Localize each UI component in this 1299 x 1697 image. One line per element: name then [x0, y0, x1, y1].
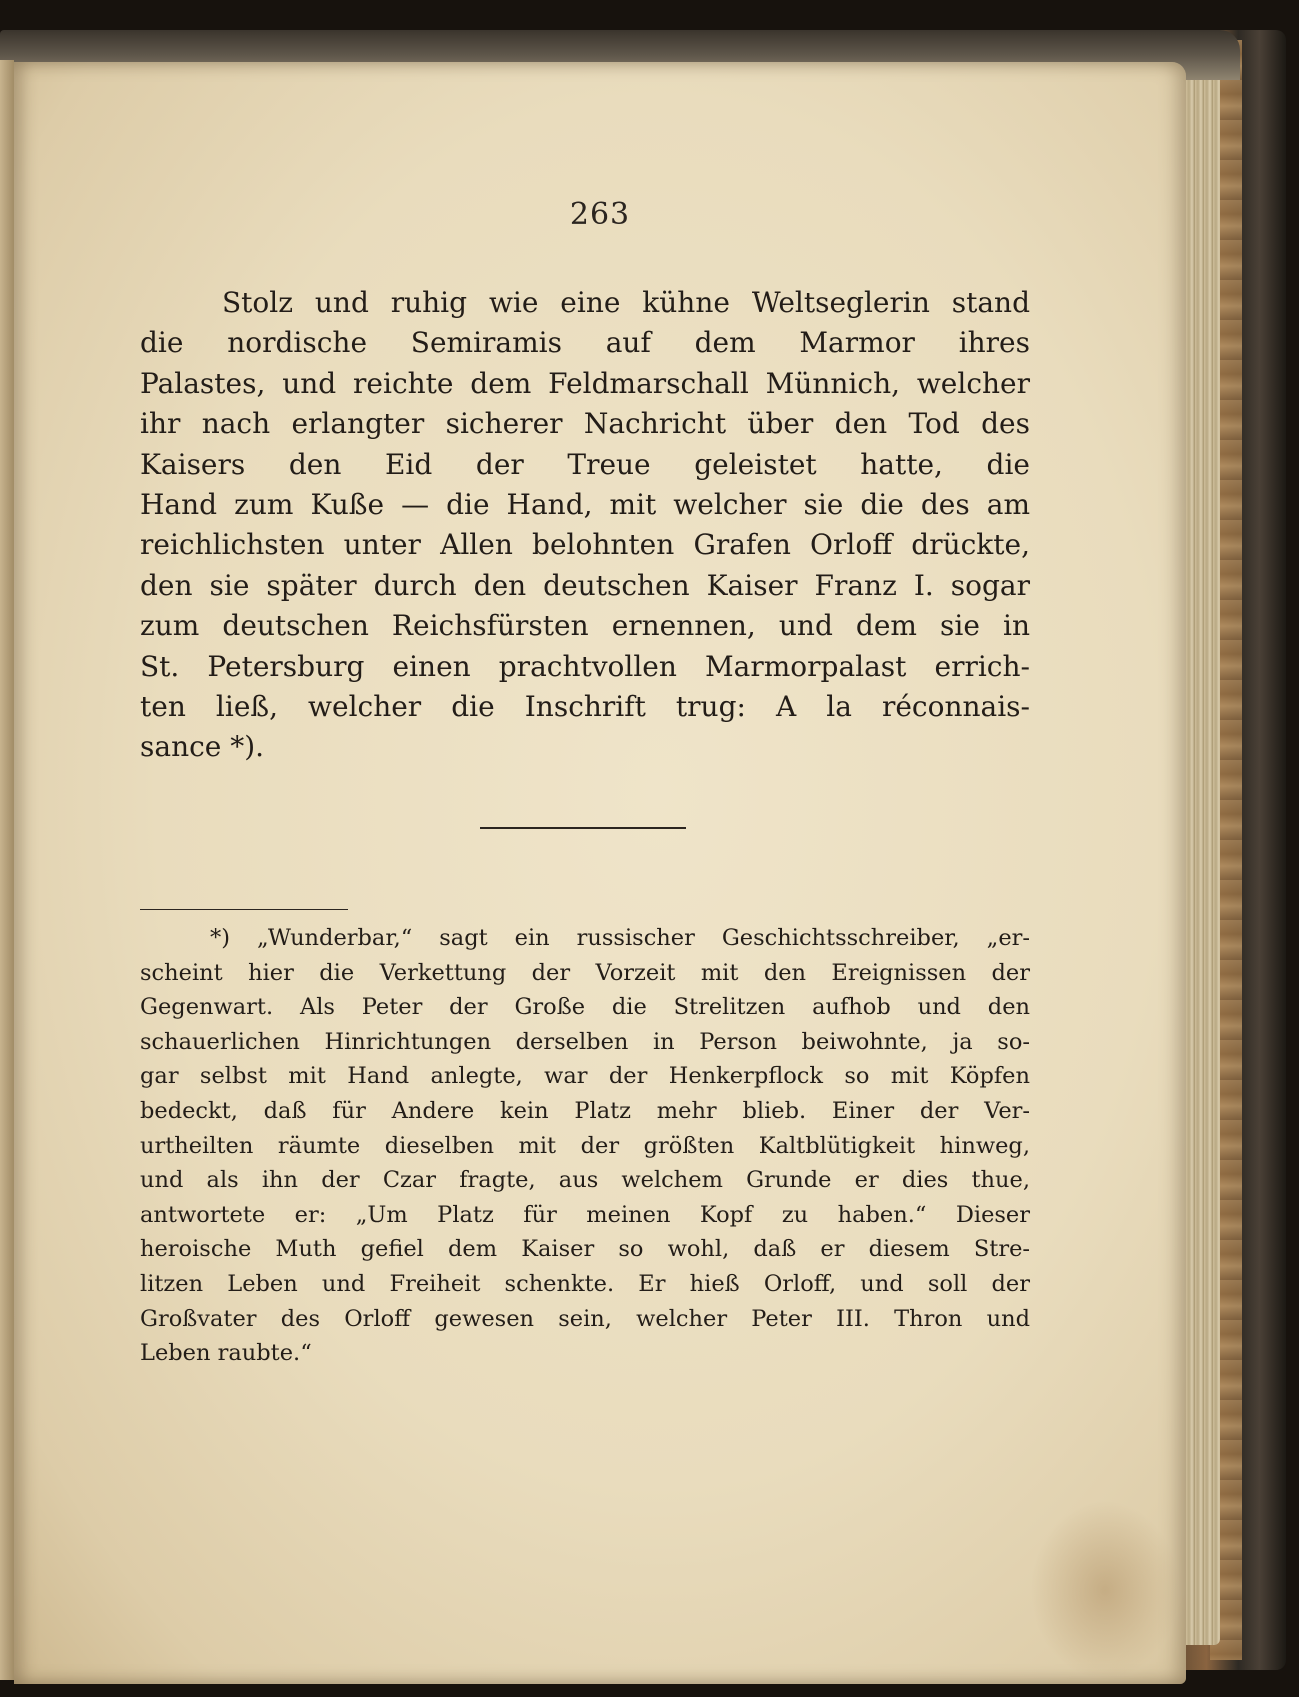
- body-line: Palastes, und reichte dem Feldmarschall Münnich, welcher: [140, 366, 1030, 400]
- body-line: sance *).: [140, 730, 265, 764]
- page-number: 263: [569, 197, 631, 232]
- body-line: ten ließ, welcher die Inschrift trug: A la réconnais-: [140, 689, 1030, 723]
- main-paragraph: [140, 283, 1030, 768]
- footnote-rule: [140, 909, 348, 910]
- footnote-line: heroische Muth gefiel dem Kaiser so wohl, daß er diesem Stre-: [140, 1236, 1030, 1263]
- footnote-line: Großvater des Orloff gewesen sein, welcher Peter III. Thron und: [140, 1305, 1030, 1332]
- footnote-line: urtheilten räumte dieselben mit der größten Kaltblütigkeit hinweg,: [140, 1132, 1030, 1159]
- body-line: Stolz und ruhig wie eine kühne Weltseglerin stand: [222, 286, 1030, 319]
- body-line: Kaisers den Eid der Treue geleistet hatte, die: [140, 447, 1030, 481]
- body-line: St. Petersburg einen prachtvollen Marmorpalast errich-: [140, 649, 1030, 683]
- footnote-line: litzen Leben und Freiheit schenkte. Er hieß Orloff, und soll der: [140, 1270, 1030, 1297]
- body-line: den sie später durch den deutschen Kaiser Franz I. sogar: [140, 568, 1030, 602]
- footnote-line: Gegenwart. Als Peter der Große die Strelitzen aufhob und den: [140, 994, 1030, 1021]
- footnote-line: scheint hier die Verkettung der Vorzeit mit den Ereignissen der: [140, 959, 1030, 986]
- footnote-line: und als ihn der Czar fragte, aus welchem Grunde er dies thue,: [140, 1167, 1030, 1194]
- footnote-line: schauerlichen Hinrichtungen derselben in Person beiwohnte, ja so-: [140, 1028, 1030, 1055]
- footnote-line: Leben raubte.“: [140, 1340, 312, 1367]
- footnote-line: bedeckt, daß für Andere kein Platz mehr blieb. Einer der Ver-: [140, 1097, 1030, 1124]
- body-line: reichlichsten unter Allen belohnten Grafen Orloff drückte,: [140, 528, 1030, 562]
- body-line: zum deutschen Reichsfürsten ernennen, und dem sie in: [140, 609, 1030, 643]
- body-line: die nordische Semiramis auf dem Marmor ihres: [140, 326, 1030, 360]
- previous-page-edge: [0, 60, 14, 1680]
- footnote-line: antwortete er: „Um Platz für meinen Kopf zu haben.“ Dieser: [140, 1201, 1030, 1228]
- section-divider: [480, 827, 686, 829]
- paper-stain: [1030, 1500, 1180, 1680]
- footnote-line: *) „Wunderbar,“ sagt ein russischer Geschichtsschreiber, „er-: [210, 925, 1030, 951]
- footnote: [140, 921, 1030, 1371]
- body-line: ihr nach erlangter sicherer Nachricht über den Tod des: [140, 407, 1030, 441]
- footnote-line: gar selbst mit Hand anlegte, war der Henkerpflock so mit Köpfen: [140, 1063, 1030, 1090]
- body-line: Hand zum Kuße — die Hand, mit welcher sie die des am: [140, 487, 1030, 521]
